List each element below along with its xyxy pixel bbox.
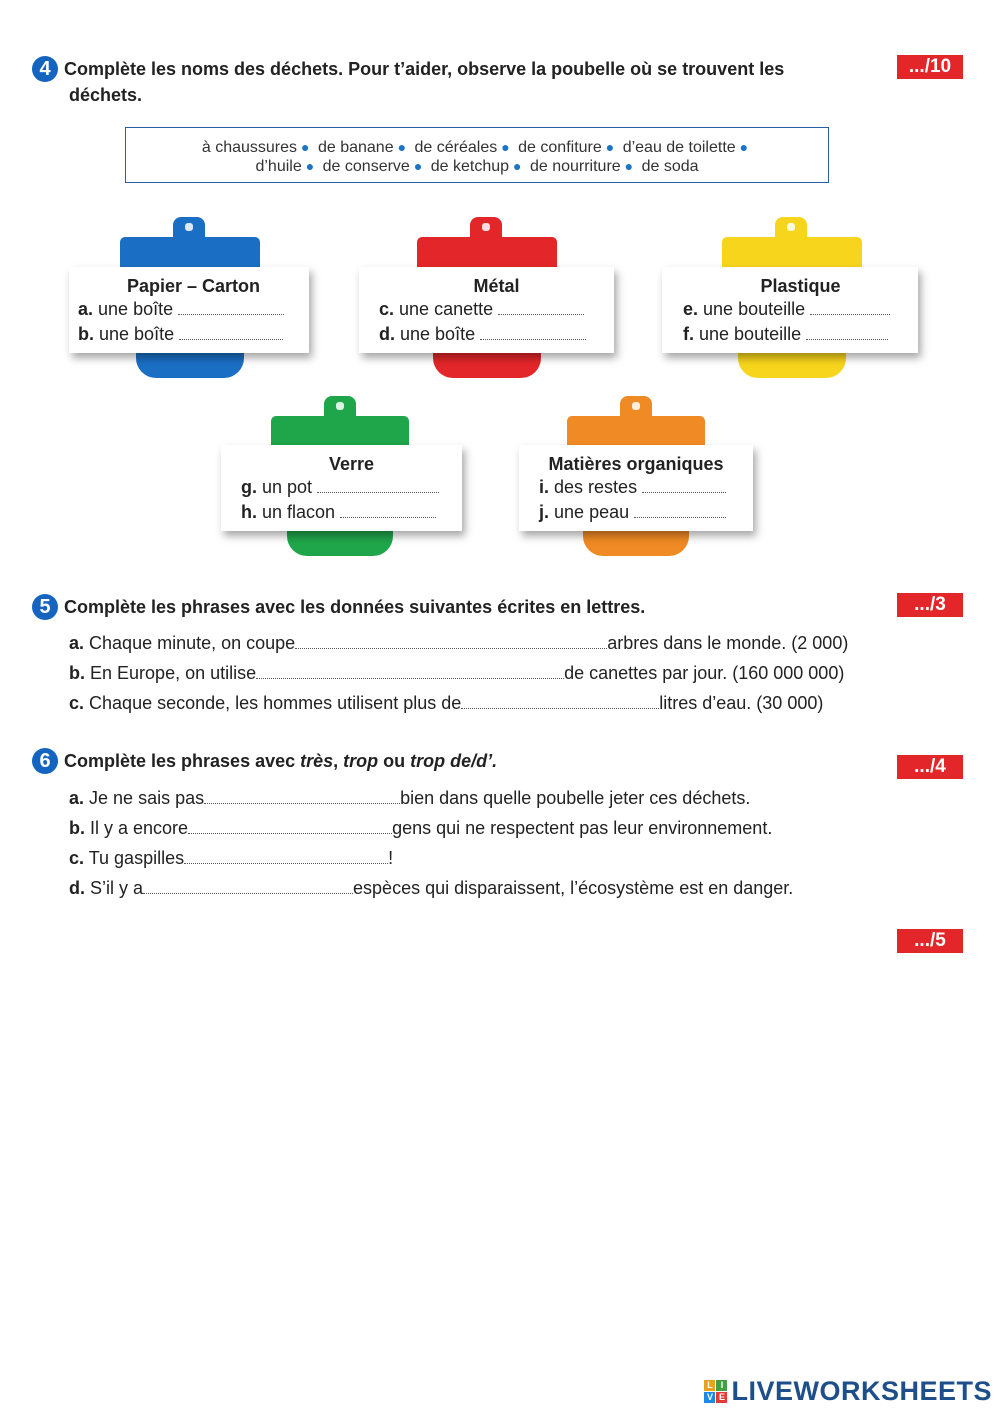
answer-blank-5a[interactable] bbox=[295, 634, 607, 649]
sentence-text: Je ne sais pas bbox=[89, 788, 205, 808]
blank-line-b bbox=[78, 322, 309, 347]
word-bank-item: de confiture bbox=[518, 139, 602, 156]
bin-handle-icon bbox=[470, 217, 502, 239]
item-text: une boîte bbox=[98, 299, 174, 319]
exercise-5-title: Complète les phrases avec les données suivantes écrites en lettres. bbox=[64, 597, 646, 617]
blank-line-i bbox=[539, 475, 753, 500]
bullet-dot-icon: ● bbox=[305, 158, 315, 174]
sentence-6a bbox=[69, 786, 750, 810]
logo-letter: L bbox=[704, 1380, 715, 1391]
item-text: une boîte bbox=[99, 324, 175, 344]
item-letter: e. bbox=[683, 299, 699, 319]
answer-blank-b[interactable] bbox=[179, 327, 283, 340]
word-bank-item: de soda bbox=[641, 158, 699, 175]
item-letter: g. bbox=[241, 477, 257, 497]
blank-line-d bbox=[379, 322, 614, 347]
bin-handle-icon bbox=[173, 217, 205, 239]
answer-blank-d[interactable] bbox=[480, 327, 586, 340]
answer-blank-5b[interactable] bbox=[256, 664, 564, 679]
answer-blank-f[interactable] bbox=[806, 327, 888, 340]
sentence-text: de canettes par jour. (160 000 000) bbox=[564, 663, 845, 683]
word-bank-item: d’eau de toilette bbox=[622, 139, 736, 156]
answer-blank-i[interactable] bbox=[642, 480, 726, 493]
sentence-6b bbox=[69, 816, 772, 840]
item-letter: h. bbox=[241, 502, 257, 522]
answer-blank-6a[interactable] bbox=[204, 789, 400, 804]
exercise-number-5: 5 bbox=[32, 594, 58, 620]
word-bank-line-1 bbox=[126, 138, 828, 157]
bin-body-icon bbox=[287, 528, 393, 556]
exercise-number-4: 4 bbox=[32, 56, 58, 82]
sentence-letter: b. bbox=[69, 818, 85, 838]
answer-blank-e[interactable] bbox=[810, 302, 890, 315]
blank-line-e bbox=[683, 297, 918, 322]
sentence-text: Tu gaspilles bbox=[88, 848, 185, 868]
sentence-letter: c. bbox=[69, 848, 85, 868]
item-letter: b. bbox=[78, 324, 94, 344]
sentence-6c bbox=[69, 846, 393, 870]
bullet-dot-icon: ● bbox=[605, 139, 615, 155]
bin-lid-icon bbox=[271, 416, 409, 448]
sentence-letter: d. bbox=[69, 878, 85, 898]
sentence-letter: a. bbox=[69, 633, 85, 653]
bullet-dot-icon: ● bbox=[624, 158, 634, 174]
sentence-text: gens qui ne respectent pas leur environnement. bbox=[392, 818, 773, 838]
score-badge-extra: .../5 bbox=[897, 929, 963, 953]
item-letter: c. bbox=[379, 299, 395, 319]
word-bank-item: de conserve bbox=[322, 158, 410, 175]
logo-text: LIVEWORKSHEETS bbox=[731, 1376, 992, 1406]
logo-letter: V bbox=[704, 1392, 715, 1403]
bin-handle-icon bbox=[620, 396, 652, 418]
sentence-text: espèces qui disparaissent, l’écosystème est en danger. bbox=[353, 878, 794, 898]
sentence-letter: b. bbox=[69, 663, 85, 683]
sentence-text: bien dans quelle poubelle jeter ces déchets. bbox=[400, 788, 751, 808]
item-text: une peau bbox=[554, 502, 630, 522]
bin-body-icon bbox=[738, 350, 846, 378]
sentence-letter: c. bbox=[69, 693, 85, 713]
bin-card bbox=[221, 445, 462, 531]
bullet-dot-icon: ● bbox=[501, 139, 510, 155]
item-letter: d. bbox=[379, 324, 395, 344]
answer-blank-6d[interactable] bbox=[143, 879, 353, 894]
bullet-dot-icon: ● bbox=[301, 139, 310, 155]
title-part: Complète les phrases avec bbox=[64, 751, 301, 771]
answer-blank-j[interactable] bbox=[634, 505, 726, 518]
sentence-letter: a. bbox=[69, 788, 85, 808]
sentence-text: ! bbox=[388, 848, 394, 868]
liveworksheets-logo bbox=[704, 1376, 992, 1407]
bin-title: Matières organiques bbox=[548, 454, 724, 474]
word-bank-item: de céréales bbox=[414, 139, 498, 156]
answer-blank-g[interactable] bbox=[317, 480, 439, 493]
bin-card bbox=[519, 445, 753, 531]
bin-lid-icon bbox=[722, 237, 862, 269]
bullet-dot-icon: ● bbox=[513, 158, 522, 174]
sentence-5c bbox=[69, 691, 823, 715]
sentence-5b bbox=[69, 661, 844, 685]
item-text: un flacon bbox=[262, 502, 336, 522]
answer-blank-6c[interactable] bbox=[184, 849, 388, 864]
word-bank-item: à chaussures bbox=[201, 139, 298, 156]
sentence-6d bbox=[69, 876, 793, 900]
item-text: une canette bbox=[399, 299, 494, 319]
title-part: ou bbox=[378, 751, 411, 771]
blank-line-f bbox=[683, 322, 918, 347]
sentence-text: S’il y a bbox=[90, 878, 144, 898]
bin-title: Papier – Carton bbox=[126, 276, 261, 296]
item-text: un pot bbox=[262, 477, 313, 497]
bin-body-icon bbox=[583, 528, 689, 556]
bin-title: Métal bbox=[473, 276, 520, 296]
bin-card bbox=[662, 267, 918, 353]
blank-line-j bbox=[539, 500, 753, 525]
exercise-4-title-cont: déchets. bbox=[69, 85, 143, 105]
bin-handle-icon bbox=[324, 396, 356, 418]
word-bank-line-2 bbox=[126, 157, 828, 176]
bullet-dot-icon: ● bbox=[739, 139, 749, 155]
item-letter: j. bbox=[539, 502, 550, 522]
bin-lid-icon bbox=[417, 237, 557, 269]
item-text: des restes bbox=[554, 477, 638, 497]
exercise-number-6: 6 bbox=[32, 748, 58, 774]
score-badge-ex6: .../4 bbox=[897, 755, 963, 779]
item-letter: f. bbox=[683, 324, 694, 344]
score-badge-ex5: .../3 bbox=[897, 593, 963, 617]
exercise-4-title: Complète les noms des déchets. Pour t’aider, observe la poubelle où se trouvent les bbox=[64, 59, 785, 79]
word-bank bbox=[125, 127, 829, 183]
sentence-text: litres d’eau. (30 000) bbox=[659, 693, 824, 713]
item-text: une bouteille bbox=[703, 299, 806, 319]
sentence-text: Chaque seconde, les hommes utilisent plus de bbox=[89, 693, 462, 713]
blank-line-a bbox=[78, 297, 309, 322]
answer-blank-6b[interactable] bbox=[188, 819, 392, 834]
blank-line-c bbox=[379, 297, 614, 322]
sentence-text: Chaque minute, on coupe bbox=[89, 633, 296, 653]
bin-card bbox=[359, 267, 614, 353]
bin-lid-icon bbox=[120, 237, 260, 269]
bullet-dot-icon: ● bbox=[397, 139, 407, 155]
word-bank-item: d’huile bbox=[255, 158, 302, 175]
bullet-dot-icon: ● bbox=[413, 158, 423, 174]
answer-blank-5c[interactable] bbox=[461, 694, 659, 709]
sentence-text: Il y a encore bbox=[90, 818, 189, 838]
title-keyword: très bbox=[300, 751, 334, 771]
bin-card bbox=[69, 267, 309, 353]
answer-blank-c[interactable] bbox=[498, 302, 584, 315]
word-bank-item: de ketchup bbox=[430, 158, 510, 175]
word-bank-item: de nourriture bbox=[529, 158, 621, 175]
title-keyword: trop de/d’. bbox=[410, 751, 498, 771]
bin-body-icon bbox=[433, 350, 541, 378]
title-part: , bbox=[333, 751, 344, 771]
bin-handle-icon bbox=[775, 217, 807, 239]
word-bank-item: de banane bbox=[317, 139, 394, 156]
item-letter: a. bbox=[78, 299, 94, 319]
bin-title: Plastique bbox=[760, 276, 841, 296]
logo-letter: E bbox=[716, 1392, 727, 1403]
bin-body-icon bbox=[136, 350, 244, 378]
sentence-text: arbres dans le monde. (2 000) bbox=[607, 633, 849, 653]
sentence-5a bbox=[69, 631, 848, 655]
answer-blank-h[interactable] bbox=[340, 505, 436, 518]
answer-blank-a[interactable] bbox=[178, 302, 284, 315]
bin-title: Verre bbox=[328, 454, 375, 474]
title-keyword: trop bbox=[343, 751, 379, 771]
item-letter: i. bbox=[539, 477, 550, 497]
blank-line-g bbox=[241, 475, 462, 500]
blank-line-h bbox=[241, 500, 462, 525]
score-badge-ex4: .../10 bbox=[897, 55, 963, 79]
sentence-text: En Europe, on utilise bbox=[90, 663, 257, 683]
item-text: une boîte bbox=[400, 324, 476, 344]
exercise-6-title bbox=[64, 748, 497, 774]
logo-mark-icon bbox=[704, 1380, 727, 1403]
logo-letter: I bbox=[716, 1380, 727, 1391]
bin-lid-icon bbox=[567, 416, 705, 448]
item-text: une bouteille bbox=[699, 324, 802, 344]
